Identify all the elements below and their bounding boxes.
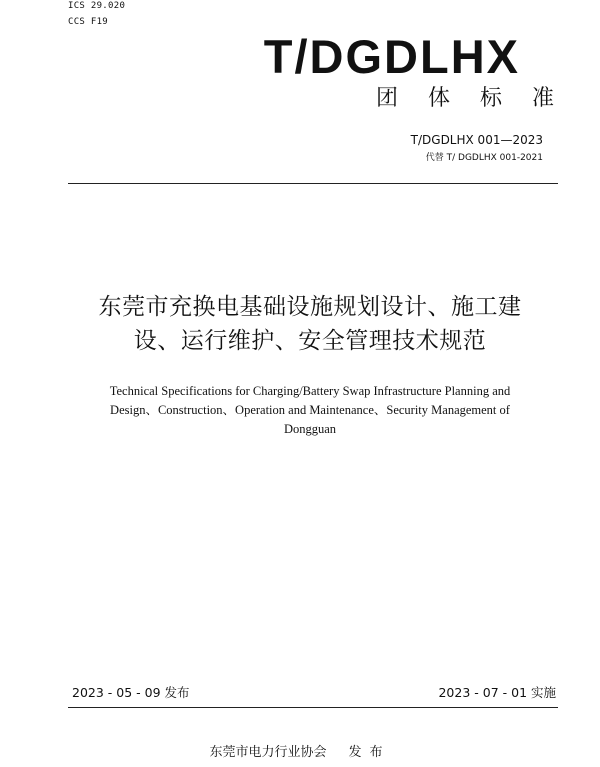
replaces-note: 代替 T/ DGDLHX 001-2021: [425, 153, 543, 163]
title-chinese-line: 东莞市充换电基础设施规划设计、施工建: [98, 294, 522, 320]
publisher-name: 东莞市电力行业协会: [209, 745, 327, 760]
ics-code: ICS 29.020: [68, 1, 126, 11]
title-english-line: Technical Specifications for Charging/Battery Swap Infrastructure Planning and: [109, 384, 511, 398]
standard-number: T/DGDLHX 001—2023: [410, 133, 543, 147]
title-chinese: [60, 290, 560, 358]
header-divider: [68, 183, 558, 184]
title-chinese-line: 设、运行维护、安全管理技术规范: [133, 328, 487, 354]
issue-label: 发布: [348, 745, 391, 760]
title-english-line: Dongguan: [283, 422, 337, 436]
publisher-line: [0, 744, 600, 762]
footer-divider: [68, 707, 558, 708]
standard-type-char: 标: [479, 86, 504, 111]
title-english-line: Design、Construction、Operation and Maintenance、Security Management of: [110, 403, 510, 417]
ccs-code: CCS F19: [68, 17, 109, 27]
standard-type: [348, 84, 556, 114]
issue-date: 2023 - 05 - 09 发布: [72, 685, 190, 700]
standard-org-code: T/DGDLHX: [263, 30, 520, 83]
standard-type-char: 体: [427, 86, 452, 111]
effective-date: 2023 - 07 - 01 实施: [438, 685, 556, 700]
title-english: [60, 382, 560, 439]
standard-type-char: 团: [375, 86, 400, 111]
standard-type-char: 准: [531, 86, 556, 111]
